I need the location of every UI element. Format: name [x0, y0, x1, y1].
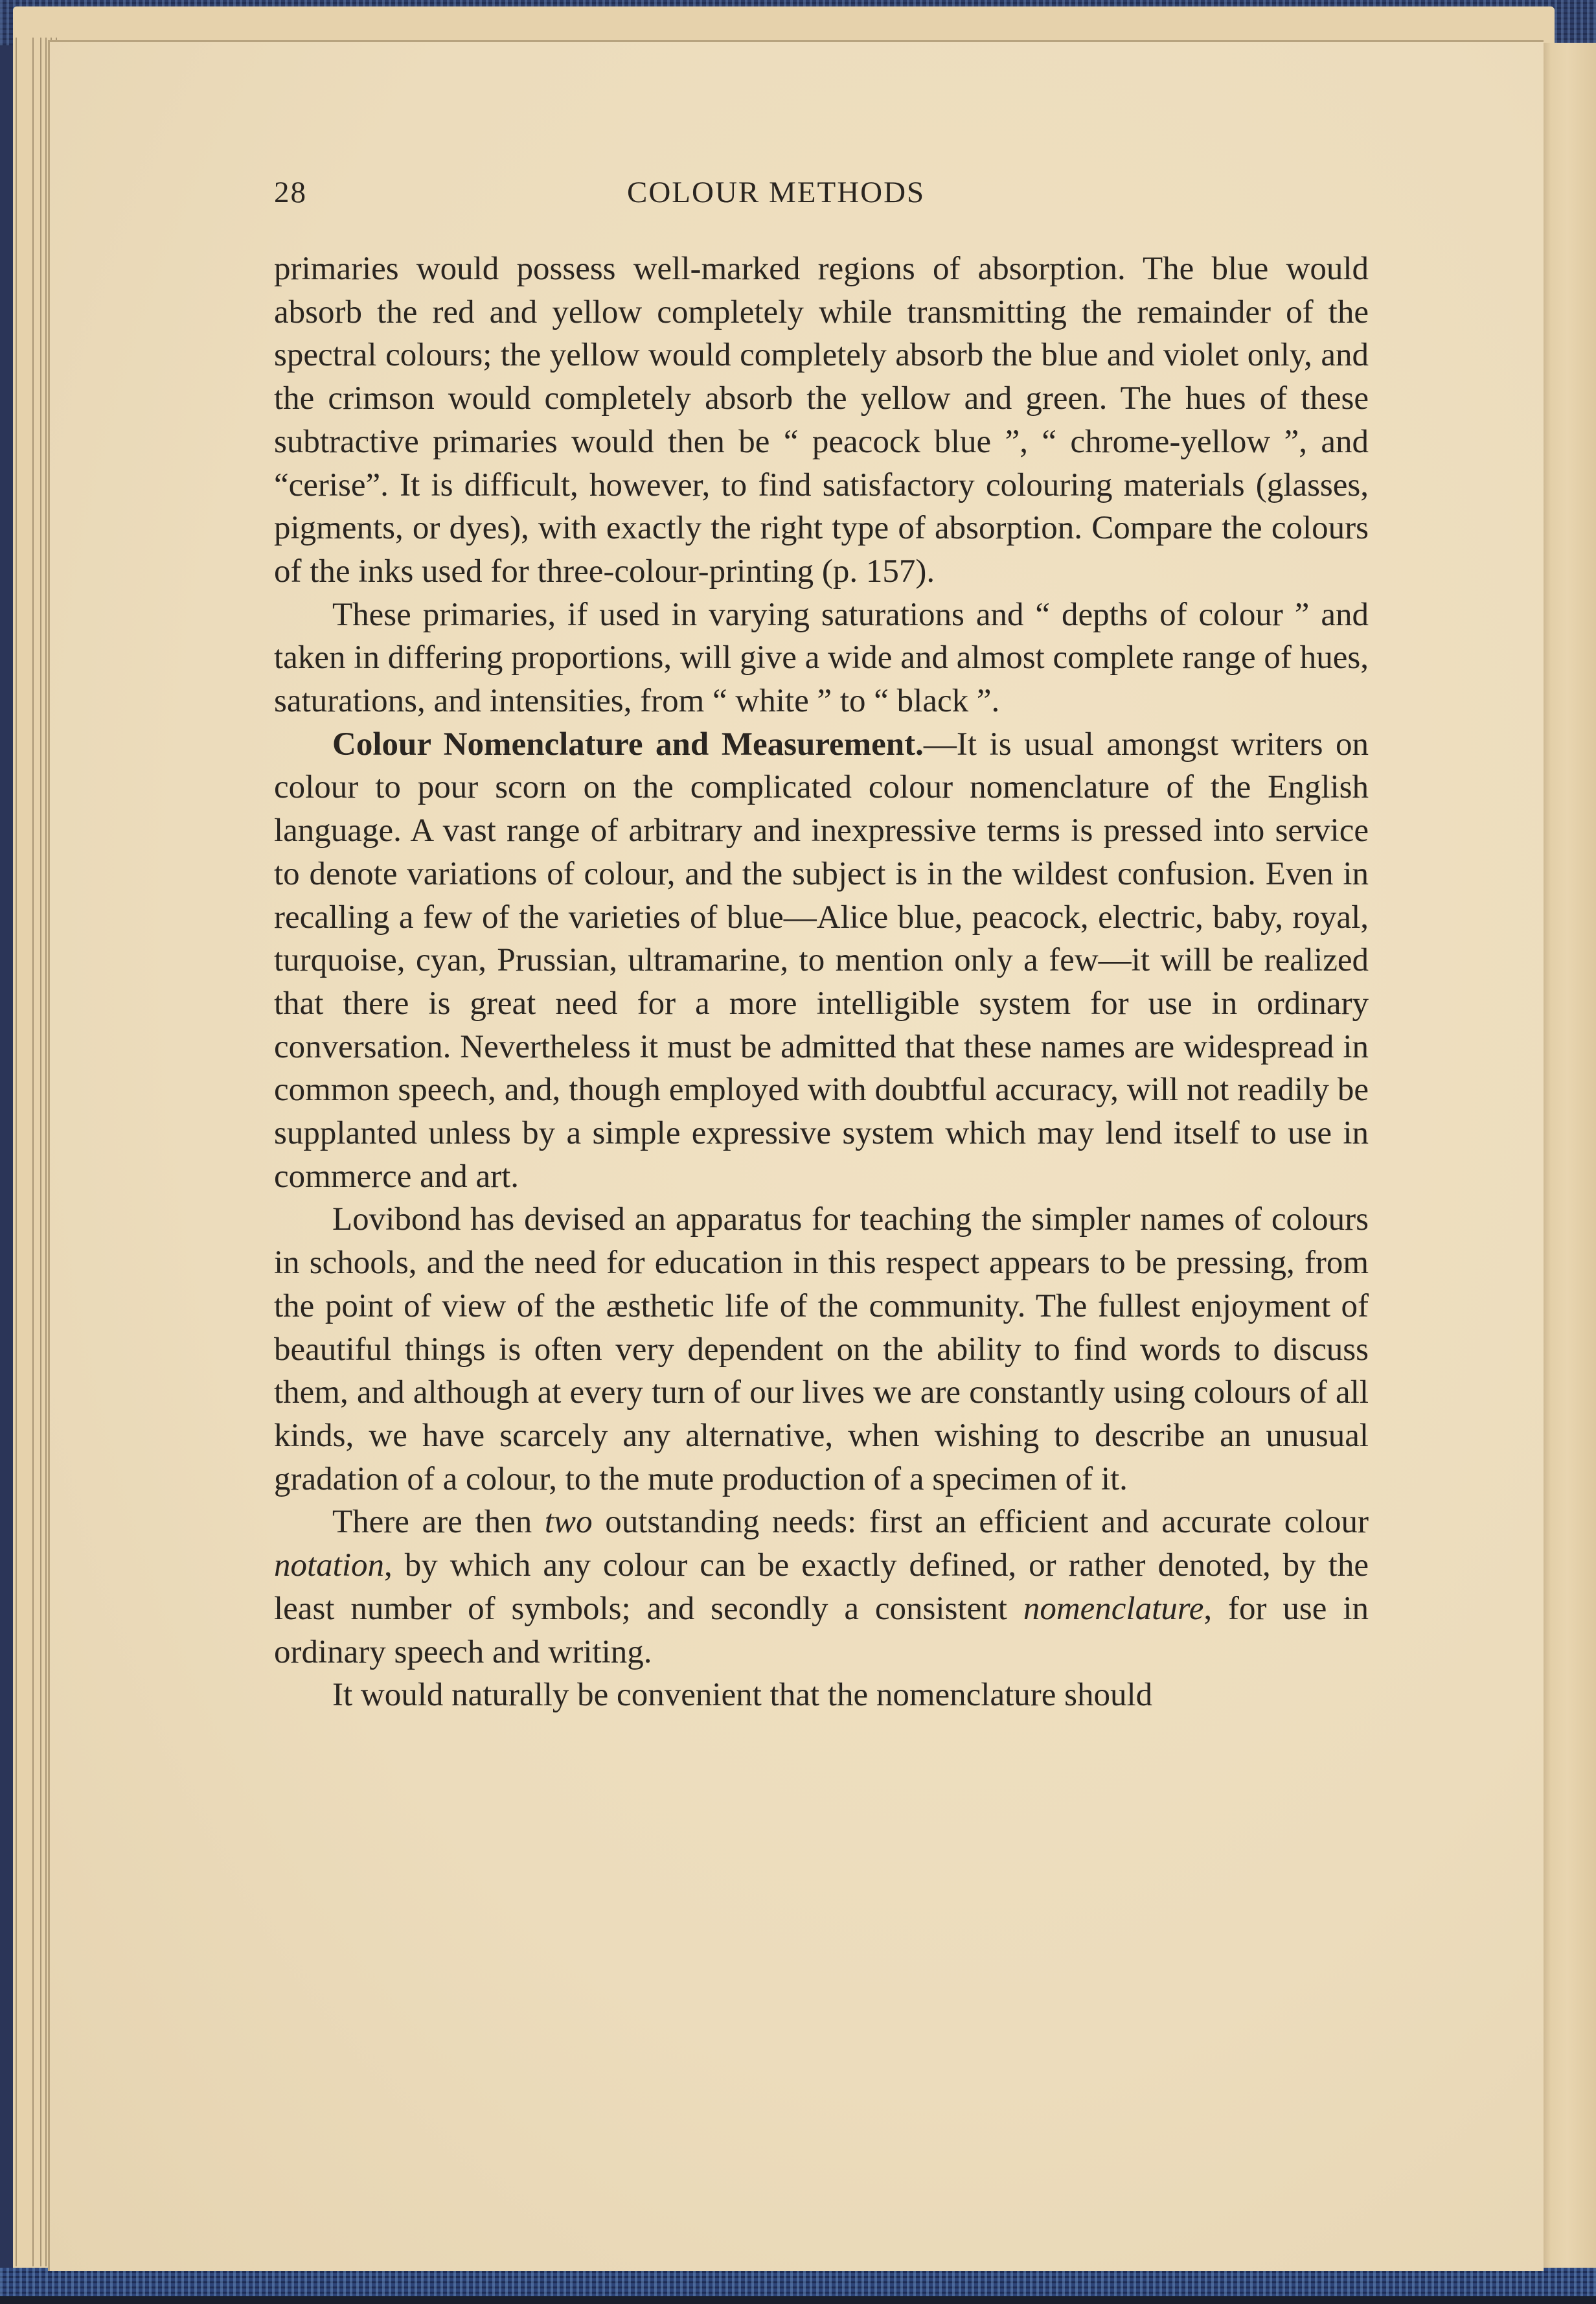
page-number: 28 — [274, 176, 307, 209]
running-head — [274, 168, 1369, 220]
text-run: —It is usual amongst writers on colour to pour scorn on the complicated colour nomenclature of the English language. A vast range of arbitrary and inexpressive terms is pressed into service to denote variations of colour, and the subject is in the wildest confusion. Even in recalling a few of the varieties of blue—Alice blue, peacock, electric, baby, royal, turquoise, cyan, Prussian, ultramarine, to mention only a few—it will be realized that there is great need for a more intelligible system for use in ordinary conversation. Nevertheless it must be admitted that these names are widespread in common speech, and, though employed with doubtful accuracy, will not readily be supplanted unless by a simple expressive system which may lend itself to use in commerce and art. — [274, 726, 1369, 1195]
text-run: It would naturally be convenient that the nomenclature should — [332, 1677, 1153, 1714]
page-text-block — [274, 168, 1369, 1717]
running-head-title: COLOUR METHODS — [627, 176, 926, 209]
body-text — [274, 248, 1369, 1717]
paragraph — [274, 723, 1369, 1199]
text-run: There are then — [332, 1504, 545, 1541]
facing-page-edge — [1540, 43, 1596, 2272]
book-cover-bottom — [0, 2268, 1596, 2304]
text-run: outstanding needs: first an efficient and accurate colour — [592, 1504, 1369, 1541]
text-run: Lovibond has devised an apparatus for teaching the simpler names of colours in schools, and the need for education in this respect appears to be pressing, from the point of view of the æsthetic life of the community. The fullest enjoyment of beautiful things is often very dependent on the ability to find words to discuss them, and although at every turn of our lives we are constantly using colours of all kinds, we have scarcely any alternative, when wishing to describe an unusual gradation of a colour, to the mute production of a specimen of it. — [274, 1201, 1369, 1497]
section-heading: Colour Nomenclature and Measurement. — [332, 726, 924, 763]
paragraph — [274, 1501, 1369, 1674]
paragraph — [274, 248, 1369, 593]
italic-term: notation — [274, 1547, 385, 1584]
paragraph — [274, 1674, 1369, 1717]
text-run: primaries would possess well-marked regions of absorption. The blue would absorb the red and yellow completely while transmitting the remainder of the spectral colours; the yellow would completely absorb the blue and violet only, and the crimson would completely absorb the yellow and green. The hues of these subtractive primaries would then be “ peacock blue ”, “ chrome-yellow ”, and “cerise”. It is difficult, however, to find satisfactory colouring materials (glasses, pigments, or dyes), with exactly the right type of absorption. Compare the colours of the inks used for three-colour-printing (p. 157). — [274, 251, 1369, 590]
text-run: , for use in ordinary speech and writing. — [274, 1590, 1369, 1670]
italic-term: nomenclature — [1023, 1590, 1204, 1627]
text-run: These primaries, if used in varying saturations and “ depths of colour ” and taken in differing proportions, will give a wide and almost complete range of hues, saturations, and intensities, from “ white ” to “ black ”. — [274, 596, 1369, 720]
italic-term: two — [544, 1504, 593, 1541]
text-run: , by which any colour can be exactly defined, or rather denoted, by the least number of symbols; and secondly a consistent — [274, 1547, 1369, 1627]
paragraph — [274, 1198, 1369, 1501]
paragraph — [274, 593, 1369, 723]
